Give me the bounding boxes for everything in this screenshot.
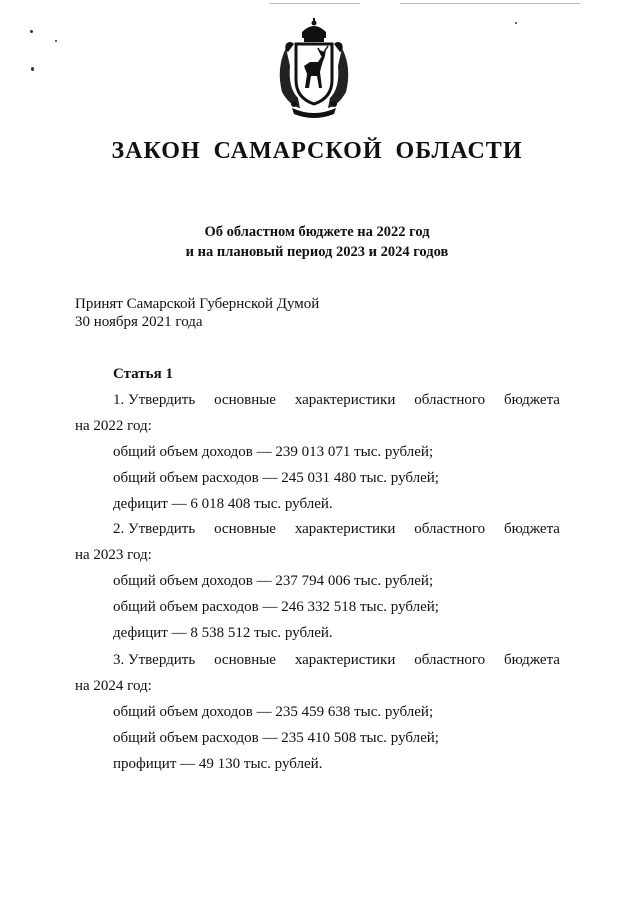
item-2-deficit: дефицит — 8 538 512 тыс. рублей. (113, 625, 333, 641)
law-title: ЗАКОН САМАРСКОЙ ОБЛАСТИ (111, 138, 523, 164)
item-2-revenue: общий объем доходов — 237 794 006 тыс. рублей; (113, 573, 434, 589)
scan-speck (55, 40, 57, 42)
item-word: характеристики (294, 521, 396, 537)
item-1-first-line (113, 392, 560, 409)
item-word: основные (214, 521, 276, 537)
item-3-expenses: общий объем расходов — 235 410 508 тыс. рублей; (113, 730, 439, 746)
item-word: характеристики (294, 392, 396, 408)
item-2-first-line (113, 521, 560, 538)
item-word: основные (214, 652, 276, 668)
item-3-revenue: общий объем доходов — 235 459 638 тыс. рублей; (113, 704, 434, 720)
scan-artifact (400, 3, 580, 4)
item-word: бюджета (504, 652, 560, 668)
item-word: основные (214, 392, 276, 408)
item-2-expenses: общий объем расходов — 246 332 518 тыс. рублей; (113, 599, 439, 615)
item-word: областного (414, 521, 486, 537)
item-2-year: на 2023 год: (75, 547, 152, 563)
item-word: областного (414, 392, 486, 408)
article-heading: Статья 1 (113, 366, 173, 382)
law-subtitle-line-1: Об областном бюджете на 2022 год (204, 224, 430, 240)
scan-speck (30, 30, 33, 33)
item-word: характеристики (294, 652, 396, 668)
item-number: 1. Утвердить (113, 392, 196, 408)
item-1-deficit: дефицит — 6 018 408 тыс. рублей. (113, 496, 333, 512)
item-number: 2. Утвердить (113, 521, 196, 537)
item-word: бюджета (504, 521, 560, 537)
item-word: бюджета (504, 392, 560, 408)
scan-speck (31, 67, 34, 71)
item-3-year: на 2024 год: (75, 678, 152, 694)
item-word: областного (414, 652, 486, 668)
adoption-date: 30 ноября 2021 года (75, 314, 203, 330)
adopted-by: Принят Самарской Губернской Думой (75, 296, 320, 312)
item-1-year: на 2022 год: (75, 418, 152, 434)
law-subtitle-line-2: и на плановый период 2023 и 2024 годов (185, 244, 449, 260)
item-number: 3. Утвердить (113, 652, 196, 668)
scan-speck (515, 22, 517, 24)
item-1-expenses: общий объем расходов — 245 031 480 тыс. рублей; (113, 470, 439, 486)
samara-coat-of-arms-icon (272, 18, 356, 118)
item-1-revenue: общий объем доходов — 239 013 071 тыс. рублей; (113, 444, 434, 460)
scan-artifact (270, 3, 360, 4)
item-3-first-line (113, 652, 560, 669)
item-3-surplus: профицит — 49 130 тыс. рублей. (113, 756, 323, 772)
